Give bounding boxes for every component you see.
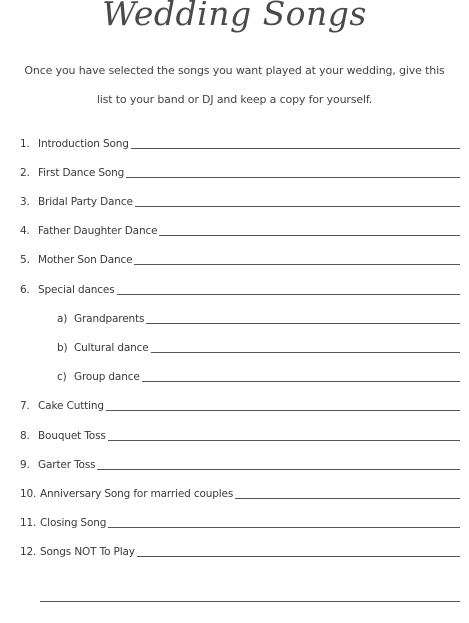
- answer-line[interactable]: [108, 440, 460, 441]
- answer-line[interactable]: [159, 235, 460, 236]
- item-number: 12.: [20, 546, 37, 558]
- item-number: 1.: [20, 138, 30, 150]
- item-number: 7.: [20, 400, 30, 412]
- list-item-garter-toss: [20, 457, 460, 471]
- answer-line[interactable]: [134, 264, 460, 265]
- item-number: a): [57, 313, 68, 325]
- answer-line[interactable]: [108, 527, 460, 528]
- item-label: Closing Song: [40, 517, 107, 529]
- list-item-introduction-song: [20, 136, 460, 150]
- list-item-bouquet-toss: [20, 428, 460, 442]
- blank-answer-line[interactable]: [40, 601, 460, 602]
- item-label: Father Daughter Dance: [38, 225, 158, 237]
- answer-line[interactable]: [135, 206, 460, 207]
- item-number: 2.: [20, 167, 30, 179]
- answer-line[interactable]: [142, 381, 460, 382]
- item-number: 9.: [20, 459, 30, 471]
- list-item-cultural-dance: [57, 340, 460, 354]
- answer-line[interactable]: [146, 323, 460, 324]
- item-number: 11.: [20, 517, 37, 529]
- list-item-special-dances: [20, 282, 460, 296]
- list-item-first-dance-song: [20, 165, 460, 179]
- answer-line[interactable]: [117, 294, 460, 295]
- item-number: 10.: [20, 488, 37, 500]
- answer-line[interactable]: [151, 352, 460, 353]
- list-item-group-dance: [57, 369, 460, 383]
- item-label: Cultural dance: [74, 342, 149, 354]
- item-number: b): [57, 342, 68, 354]
- item-label: Group dance: [74, 371, 140, 383]
- list-item-anniversary-song: [20, 486, 460, 500]
- item-number: 8.: [20, 430, 30, 442]
- answer-line[interactable]: [97, 469, 460, 470]
- answer-line[interactable]: [235, 498, 460, 499]
- document-title: Wedding Songs: [102, 0, 367, 33]
- item-label: Cake Cutting: [38, 400, 104, 412]
- answer-line[interactable]: [137, 556, 460, 557]
- item-label: Anniversary Song for married couples: [40, 488, 234, 500]
- list-item-cake-cutting: [20, 398, 460, 412]
- answer-line[interactable]: [131, 148, 460, 149]
- item-number: 5.: [20, 254, 30, 266]
- list-item-grandparents: [57, 311, 460, 325]
- item-label: Introduction Song: [38, 138, 129, 150]
- item-number: c): [57, 371, 67, 383]
- list-item-songs-not-to-play: [20, 544, 460, 558]
- intro-line-1: Once you have selected the songs you want played at your wedding, give this: [24, 64, 445, 77]
- item-label: Special dances: [38, 284, 115, 296]
- item-label: Grandparents: [74, 313, 145, 325]
- item-number: 6.: [20, 284, 30, 296]
- intro-line-2: list to your band or DJ and keep a copy for yourself.: [96, 93, 373, 106]
- list-item-bridal-party-dance: [20, 194, 460, 208]
- list-item-father-daughter-dance: [20, 223, 460, 237]
- list-item-mother-son-dance: [20, 252, 460, 266]
- item-label: Bridal Party Dance: [38, 196, 133, 208]
- item-label: Mother Son Dance: [38, 254, 133, 266]
- item-label: First Dance Song: [38, 167, 125, 179]
- list-item-closing-song: [20, 515, 460, 529]
- item-label: Songs NOT To Play: [40, 546, 135, 558]
- item-label: Bouquet Toss: [38, 430, 106, 442]
- item-number: 3.: [20, 196, 30, 208]
- item-number: 4.: [20, 225, 30, 237]
- answer-line[interactable]: [106, 410, 460, 411]
- item-label: Garter Toss: [38, 459, 96, 471]
- answer-line[interactable]: [126, 177, 460, 178]
